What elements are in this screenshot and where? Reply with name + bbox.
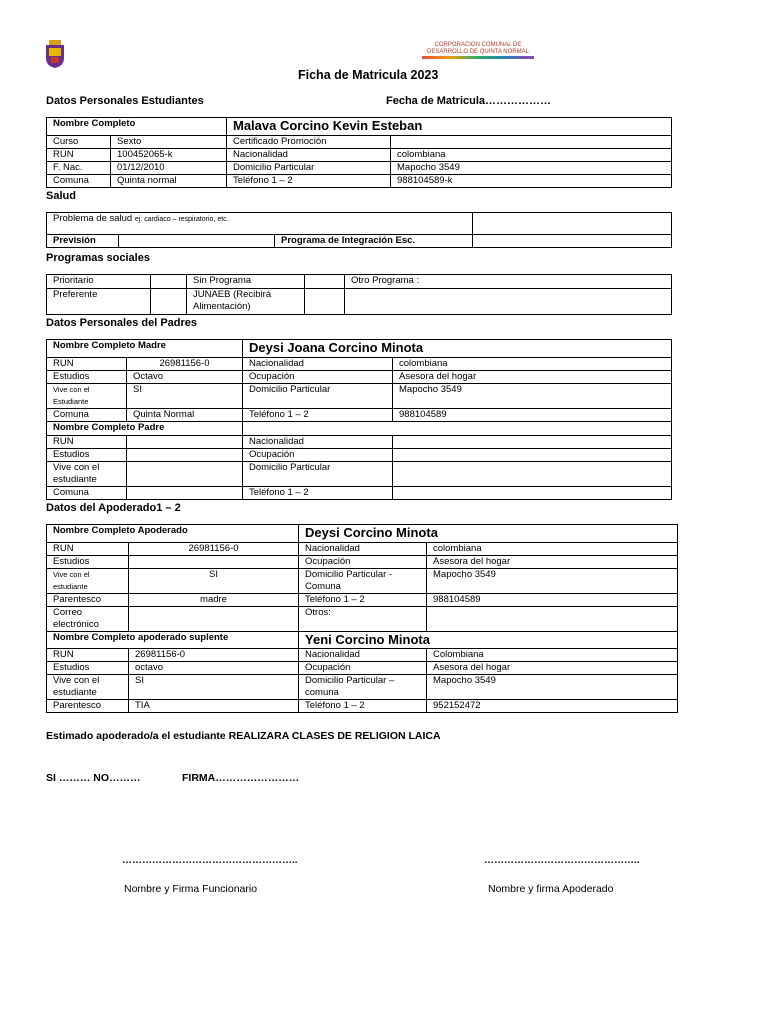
padre-cell	[393, 462, 672, 487]
apoderado-row	[47, 594, 678, 607]
apoderado-row	[47, 607, 678, 632]
apoderado-cell: Mapocho 3549	[427, 569, 678, 594]
student-cell: Sexto	[111, 136, 227, 149]
apoderado-cell: SI	[129, 569, 299, 594]
madre-cell: Quinta Normal	[127, 409, 243, 422]
apoderado-name-value: Deysi Corcino Minota	[299, 525, 678, 543]
suplente-cell: Colombiana	[427, 649, 678, 662]
apoderado-cell: Teléfono 1 – 2	[299, 594, 427, 607]
suplente-cell: Asesora del hogar	[427, 662, 678, 675]
section-student: Datos Personales Estudiantes	[46, 95, 204, 107]
padre-row	[47, 462, 672, 487]
madre-cell: Domicilio Particular	[243, 384, 393, 409]
padres-table	[46, 339, 672, 500]
suplente-row	[47, 675, 678, 700]
junaeb-label: JUNAEB (Recibirá Alimentación)	[187, 289, 305, 315]
apoderado-cell: Ocupación	[299, 556, 427, 569]
sin-programa-label: Sin Programa	[187, 275, 305, 289]
corporacion-logo-text-1: CORPORACION COMUNAL DE	[434, 42, 522, 48]
student-cell: 100452065-k	[111, 149, 227, 162]
padre-cell	[393, 436, 672, 449]
salud-problema-value	[473, 213, 672, 235]
madre-cell: Estudios	[47, 371, 127, 384]
signature-line-left: ……………………………………………..	[122, 855, 298, 866]
madre-cell: Nacionalidad	[243, 358, 393, 371]
student-cell: Teléfono 1 – 2	[227, 175, 391, 188]
salud-table	[46, 212, 672, 248]
sin-programa-check	[305, 275, 345, 289]
logo-color-bar	[422, 56, 534, 59]
padre-cell: RUN	[47, 436, 127, 449]
section-programas: Programas sociales	[46, 252, 150, 264]
programas-table	[46, 274, 672, 315]
padre-cell: Ocupación	[243, 449, 393, 462]
padre-cell	[127, 487, 243, 500]
religion-notice: Estimado apoderado/a el estudiante REALIZARA CLASES DE RELIGION LAICA	[46, 730, 441, 742]
madre-name-label: Nombre Completo Madre	[47, 340, 243, 358]
madre-cell: Octavo	[127, 371, 243, 384]
student-cell: 988104589-k	[391, 175, 672, 188]
suplente-row	[47, 649, 678, 662]
apoderado-cell: madre	[129, 594, 299, 607]
padre-cell	[127, 436, 243, 449]
student-cell: Nacionalidad	[227, 149, 391, 162]
apoderado-row	[47, 543, 678, 556]
suplente-cell: Estudios	[47, 662, 129, 675]
apoderado-cell: Asesora del hogar	[427, 556, 678, 569]
padre-cell: Comuna	[47, 487, 127, 500]
signature-label-apoderado: Nombre y firma Apoderado	[488, 883, 614, 895]
madre-row	[47, 409, 672, 422]
apoderado-cell: Otros:	[299, 607, 427, 632]
junaeb-check	[305, 289, 345, 315]
padre-name-label: Nombre Completo Padre	[47, 422, 243, 436]
municipal-shield-logo	[44, 40, 66, 68]
madre-cell: Comuna	[47, 409, 127, 422]
suplente-cell: 952152472	[427, 700, 678, 713]
student-name-label: Nombre Completo	[47, 118, 227, 136]
apoderado-cell: 988104589	[427, 594, 678, 607]
salud-problema-cell	[47, 213, 473, 235]
apoderado-cell: Domicilio Particular - Comuna	[299, 569, 427, 594]
madre-cell: SI	[127, 384, 243, 409]
fecha-matricula: Fecha de Matricula………………	[386, 95, 552, 107]
padre-row	[47, 436, 672, 449]
student-row	[47, 175, 672, 188]
si-no-option: SI ……… NO………	[46, 772, 141, 784]
section-salud: Salud	[46, 190, 76, 202]
student-row	[47, 162, 672, 175]
madre-cell: Vive con el Estudiante	[47, 384, 127, 409]
student-table	[46, 117, 672, 188]
suplente-cell: RUN	[47, 649, 129, 662]
student-cell: Certificado Promoción	[227, 136, 391, 149]
madre-cell: colombiana	[393, 358, 672, 371]
padre-cell: Estudios	[47, 449, 127, 462]
apoderado-table	[46, 524, 678, 713]
madre-cell: RUN	[47, 358, 127, 371]
padre-cell	[393, 449, 672, 462]
madre-cell: 26981156-0	[127, 358, 243, 371]
suplente-name-label: Nombre Completo apoderado suplente	[47, 632, 299, 649]
apoderado-row	[47, 556, 678, 569]
section-apoderado: Datos del Apoderado1 – 2	[46, 502, 181, 514]
madre-cell: 988104589	[393, 409, 672, 422]
signature-line-right: ………………………………………..	[484, 855, 640, 866]
padre-cell: Nacionalidad	[243, 436, 393, 449]
suplente-cell: Mapocho 3549	[427, 675, 678, 700]
padre-cell: Domicilio Particular	[243, 462, 393, 487]
apoderado-cell	[129, 556, 299, 569]
padre-row	[47, 487, 672, 500]
signature-label-funcionario: Nombre y Firma Funcionario	[124, 883, 258, 895]
prevision-value	[119, 235, 275, 248]
student-cell: Mapocho 3549	[391, 162, 672, 175]
corporacion-logo-text-2: DESARROLLO DE QUINTA NORMAL	[427, 49, 529, 55]
apoderado-cell: Nacionalidad	[299, 543, 427, 556]
student-row	[47, 149, 672, 162]
suplente-cell: Teléfono 1 – 2	[299, 700, 427, 713]
madre-cell: Ocupación	[243, 371, 393, 384]
apoderado-row	[47, 569, 678, 594]
apoderado-cell: Estudios	[47, 556, 129, 569]
padre-name-value	[243, 422, 672, 436]
apoderado-cell	[427, 607, 678, 632]
otro-programa-label: Otro Programa :	[345, 275, 672, 289]
madre-row	[47, 371, 672, 384]
programa-integracion-value	[473, 235, 672, 248]
padre-cell	[127, 462, 243, 487]
suplente-cell: Nacionalidad	[299, 649, 427, 662]
suplente-cell: Vive con el estudiante	[47, 675, 129, 700]
apoderado-name-label: Nombre Completo Apoderado	[47, 525, 299, 543]
suplente-row	[47, 662, 678, 675]
apoderado-cell: Correo electrónico	[47, 607, 129, 632]
section-padres: Datos Personales del Padres	[46, 317, 198, 329]
suplente-cell: TIA	[129, 700, 299, 713]
apoderado-cell: RUN	[47, 543, 129, 556]
corporacion-logo	[422, 42, 534, 60]
padre-cell	[393, 487, 672, 500]
suplente-cell: Ocupación	[299, 662, 427, 675]
apoderado-cell: Vive con el estudiante	[47, 569, 129, 594]
padre-cell: Vive con el estudiante	[47, 462, 127, 487]
student-cell: Curso	[47, 136, 111, 149]
madre-cell: Asesora del hogar	[393, 371, 672, 384]
apoderado-cell: 26981156-0	[129, 543, 299, 556]
student-cell: colombiana	[391, 149, 672, 162]
prevision-label: Previsión	[47, 235, 119, 248]
student-cell: F. Nac.	[47, 162, 111, 175]
madre-cell: Mapocho 3549	[393, 384, 672, 409]
salud-problema-hint: ej: cardiaco – respiratorio, etc.	[134, 216, 229, 223]
suplente-cell: Parentesco	[47, 700, 129, 713]
madre-name-value: Deysi Joana Corcino Minota	[243, 340, 672, 358]
madre-row	[47, 384, 672, 409]
page-title: Ficha de Matricula 2023	[298, 68, 439, 82]
suplente-cell: octavo	[129, 662, 299, 675]
suplente-cell: Domicilio Particular – comuna	[299, 675, 427, 700]
preferente-label: Preferente	[47, 289, 151, 315]
apoderado-cell: Parentesco	[47, 594, 129, 607]
prioritario-label: Prioritario	[47, 275, 151, 289]
suplente-cell: SI	[129, 675, 299, 700]
student-cell: Quinta normal	[111, 175, 227, 188]
student-cell: Domicilio Particular	[227, 162, 391, 175]
padre-cell	[127, 449, 243, 462]
suplente-cell: 26981156-0	[129, 649, 299, 662]
apoderado-cell	[129, 607, 299, 632]
madre-row	[47, 358, 672, 371]
student-cell: 01/12/2010	[111, 162, 227, 175]
padre-row	[47, 449, 672, 462]
suplente-name-value: Yeni Corcino Minota	[299, 632, 678, 649]
student-cell: RUN	[47, 149, 111, 162]
salud-problema-label: Problema de salud	[53, 213, 133, 224]
programa-integracion-label: Programa de Integración Esc.	[275, 235, 473, 248]
suplente-row	[47, 700, 678, 713]
prioritario-check	[151, 275, 187, 289]
apoderado-cell: colombiana	[427, 543, 678, 556]
madre-cell: Teléfono 1 – 2	[243, 409, 393, 422]
padre-cell: Teléfono 1 – 2	[243, 487, 393, 500]
firma-line: FIRMA……………………	[182, 772, 300, 784]
student-name-value: Malava Corcino Kevin Esteban	[227, 118, 672, 136]
preferente-check	[151, 289, 187, 315]
otro-programa-value	[345, 289, 672, 315]
student-cell: Comuna	[47, 175, 111, 188]
student-row	[47, 136, 672, 149]
student-cell	[391, 136, 672, 149]
